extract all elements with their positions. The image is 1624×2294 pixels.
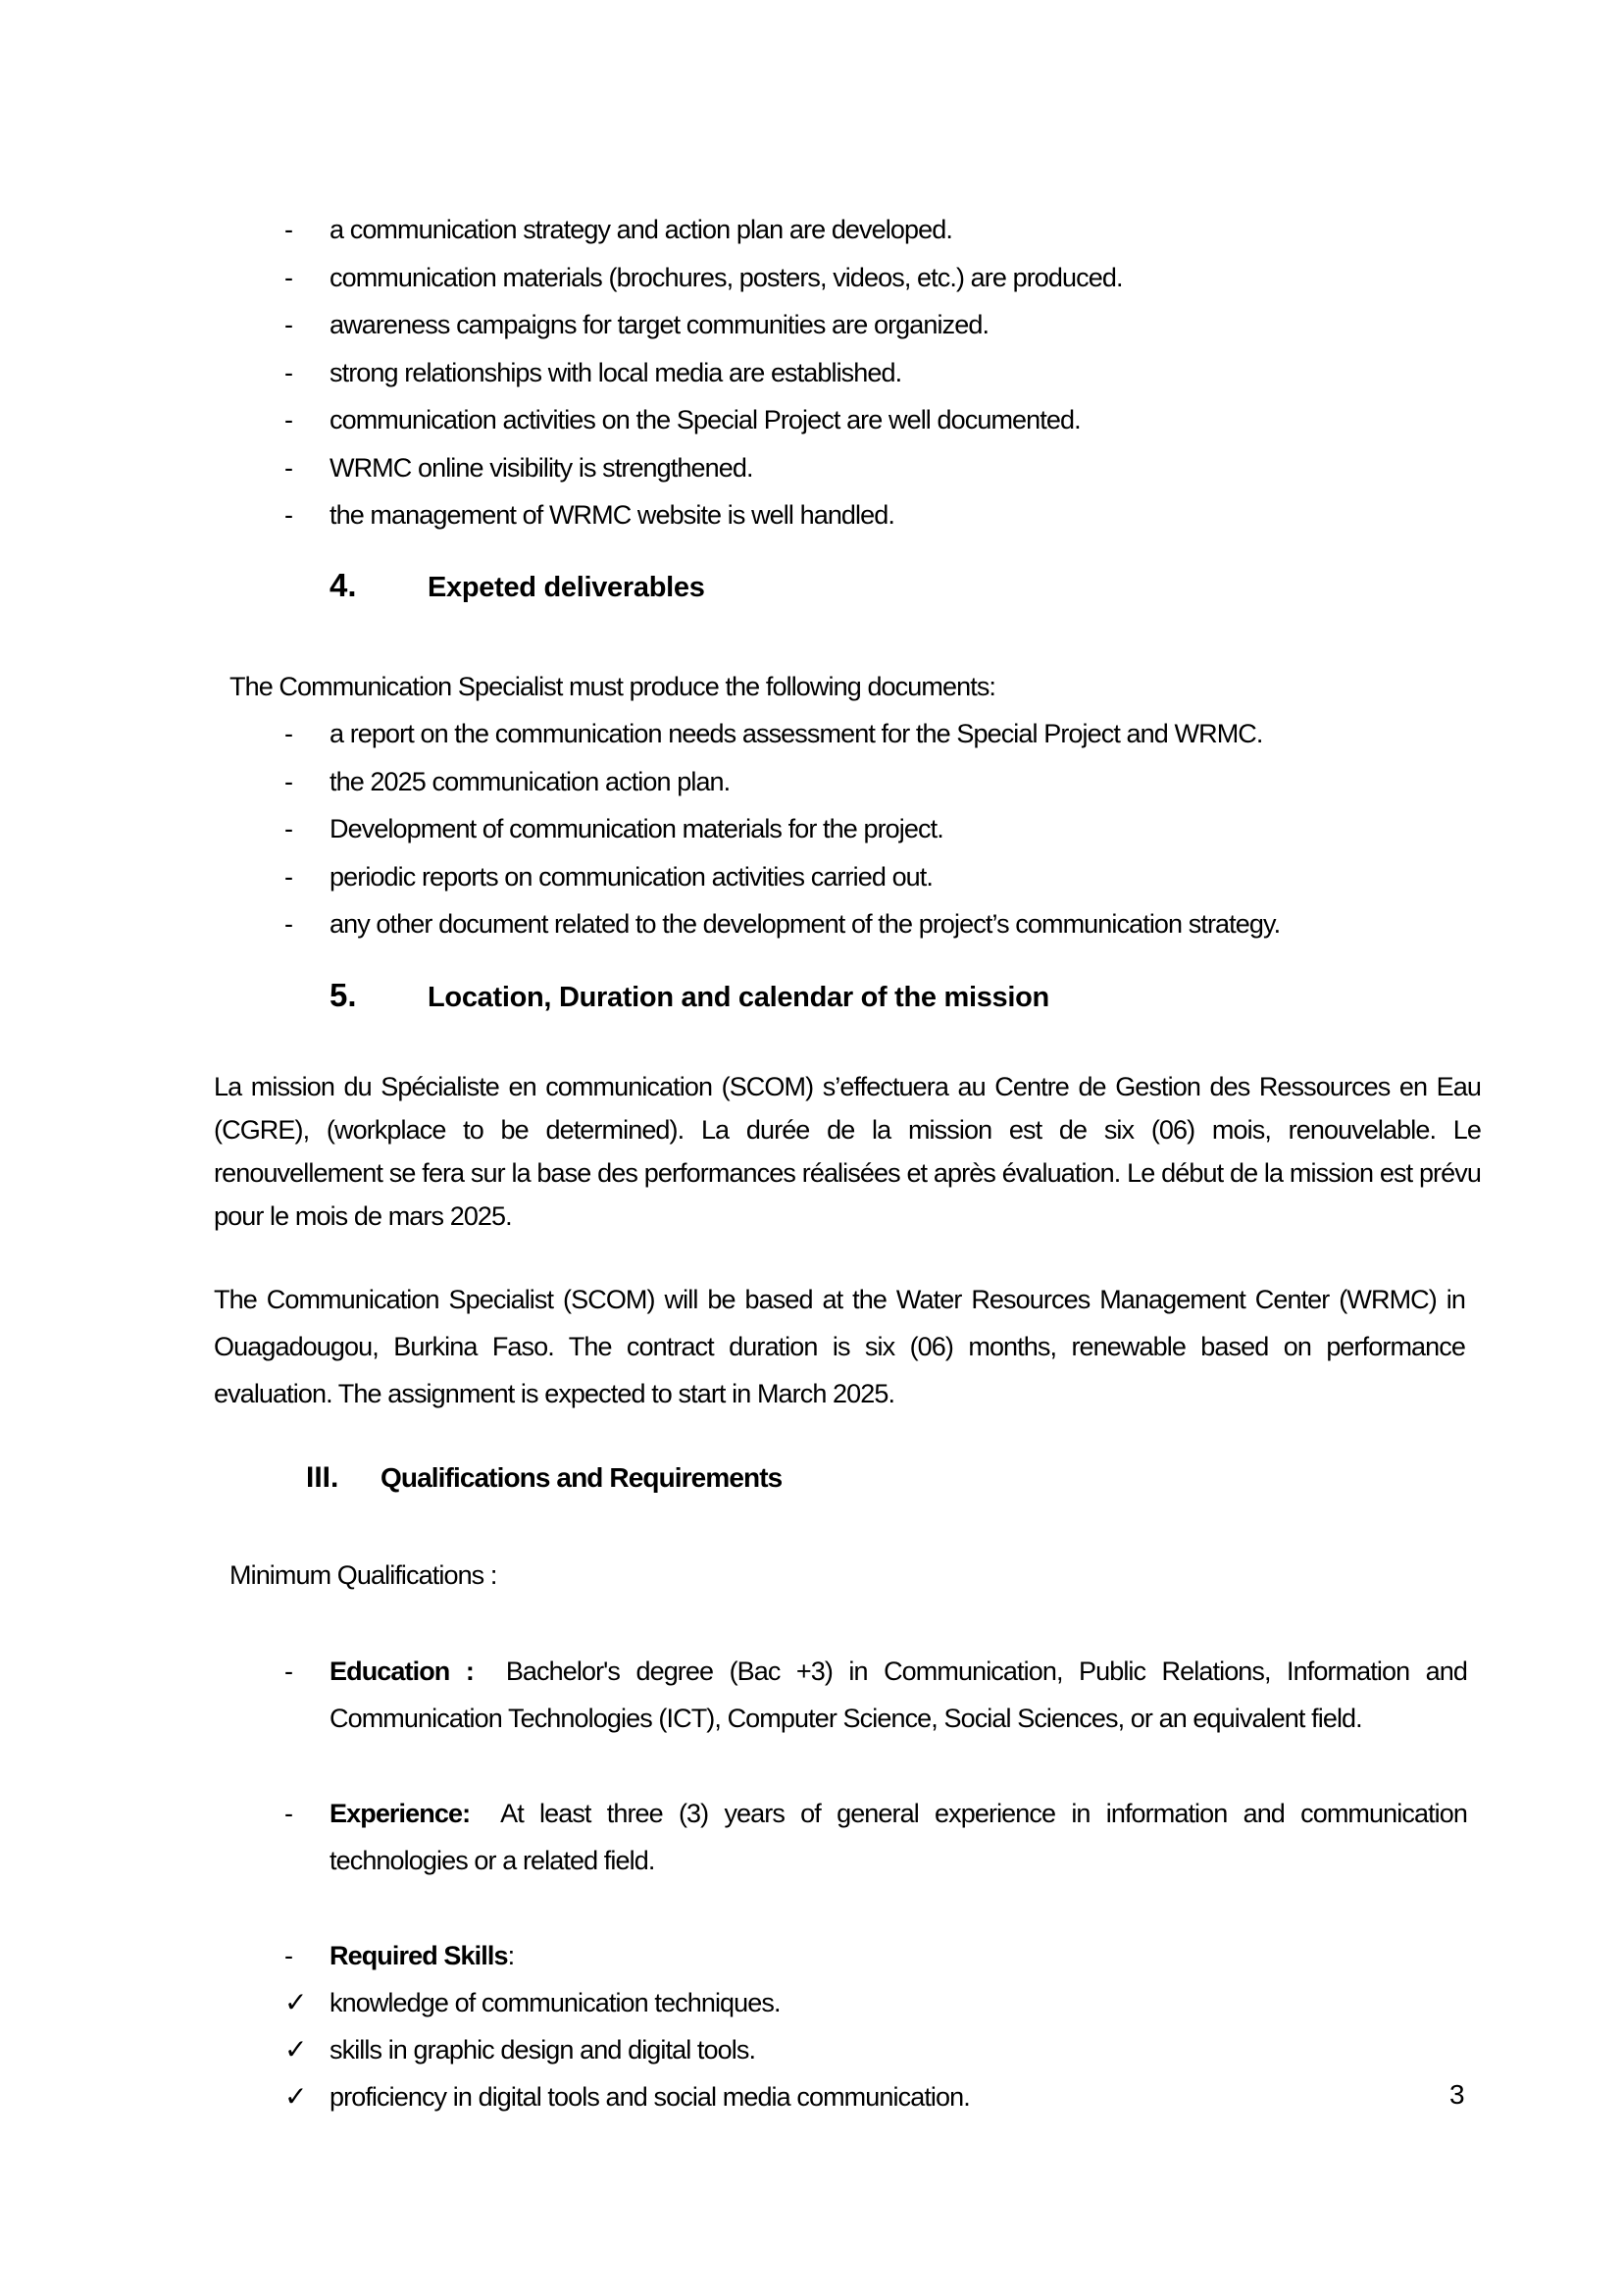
list-item-text: periodic reports on communication activities carried out. (330, 862, 933, 892)
list-item-text: the management of WRMC website is well handled. (330, 500, 894, 530)
list-item-text: any other document related to the development of the project’s communication strategy. (330, 909, 1281, 939)
section-number: III. (306, 1461, 339, 1494)
list-item-text: WRMC online visibility is strengthened. (330, 453, 753, 483)
bullet-dash: - (284, 814, 293, 843)
bullet-dash: - (284, 909, 293, 939)
checkmark-icon: ✓ (284, 2081, 307, 2112)
mission-paragraph-fr: La mission du Spécialiste en communication (SCOM) s’effectuera au Centre de Gestion des Ressources en Eau (CGRE), (workplace to be determined). La durée de la mission est de six (06) mois, renouvelable. Le renouvellement se fera sur la base des performances réalisées et après évaluation. Le début de la mission est prévu pour le mois de mars 2025. (214, 1072, 1481, 1231)
list-item-text: Development of communication materials for the project. (330, 814, 943, 843)
bullet-dash: - (284, 215, 293, 244)
bullet-dash: - (284, 310, 293, 339)
mission-paragraph-en: The Communication Specialist (SCOM) will be based at the Water Resources Management Center (WRMC) in Ouagadougou, Burkina Faso. The contract duration is six (06) months, renewable based on performance evaluation. The assignment is expected to start in March 2025. (214, 1285, 1465, 1408)
bullet-dash: - (284, 500, 293, 530)
education-label: Education : (330, 1657, 474, 1686)
bullet-dash: - (284, 1941, 293, 1970)
education-text (330, 1648, 1467, 1742)
list-item-text: a report on the communication needs assessment for the Special Project and WRMC. (330, 719, 1263, 748)
experience-description: At least three (3) years of general experience in information and communication technologies or a related field. (330, 1799, 1467, 1875)
section-number: 5. (330, 977, 357, 1013)
list-item-text: awareness campaigns for target communities are organized. (330, 310, 990, 339)
list-item-text: strong relationships with local media are established. (330, 358, 902, 387)
experience-text (330, 1790, 1467, 1884)
page-number: 3 (1449, 2079, 1465, 2110)
education-description: Bachelor's degree (Bac +3) in Communication, Public Relations, Information and Communication Technologies (ICT), Computer Science, Social Sciences, or an equivalent field. (330, 1657, 1468, 1733)
section-number: 4. (330, 567, 357, 603)
section-4-heading (330, 567, 705, 604)
bullet-dash: - (284, 719, 293, 748)
list-item-text: a communication strategy and action plan are developed. (330, 215, 952, 244)
bullet-dash: - (284, 767, 293, 796)
required-skills-label: Required Skills (330, 1941, 508, 1970)
section-3-heading (306, 1461, 782, 1495)
experience-label: Experience: (330, 1799, 471, 1828)
bullet-dash: - (284, 405, 293, 434)
bullet-dash: - (284, 263, 293, 292)
list-item-text: communication activities on the Special Project are well documented. (330, 405, 1081, 434)
bullet-dash: - (284, 358, 293, 387)
skill-text: knowledge of communication techniques. (330, 1988, 781, 2017)
section-title: Location, Duration and calendar of the mission (428, 982, 1049, 1013)
checkmark-icon: ✓ (284, 1987, 307, 2017)
section-title: Qualifications and Requirements (381, 1462, 783, 1493)
bullet-dash: - (284, 1657, 293, 1686)
section-title: Expeted deliverables (428, 572, 705, 603)
deliverables-intro: The Communication Specialist must produce the following documents: (229, 672, 996, 701)
section-5-heading (330, 977, 1049, 1014)
minimum-qualifications-label: Minimum Qualifications : (229, 1560, 497, 1590)
bullet-dash: - (284, 862, 293, 892)
list-item-text: the 2025 communication action plan. (330, 767, 731, 796)
skill-text: skills in graphic design and digital tools. (330, 2035, 756, 2065)
bullet-dash: - (284, 453, 293, 483)
required-skills-heading (330, 1932, 514, 1979)
checkmark-icon: ✓ (284, 2034, 307, 2065)
skill-text: proficiency in digital tools and social media communication. (330, 2082, 970, 2112)
bullet-dash: - (284, 1799, 293, 1828)
list-item-text: communication materials (brochures, posters, videos, etc.) are produced. (330, 263, 1123, 292)
required-skills-colon: : (507, 1941, 515, 1970)
